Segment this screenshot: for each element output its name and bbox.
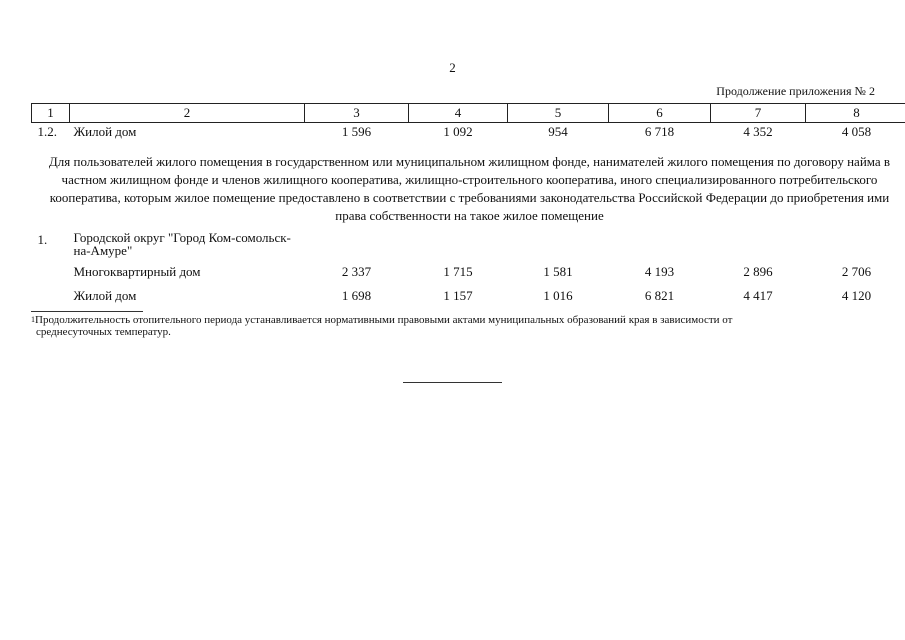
row-label: Жилой дом (73, 124, 137, 139)
value-cell: 1 157 (443, 288, 473, 303)
footnote-text: Продолжительность отопительного периода устанавливается нормативными правовыми актами муниципальных образований края в зависимости от (35, 314, 733, 326)
continuation-caption: Продолжение приложения № 2 (716, 84, 875, 98)
table-row (32, 231, 905, 257)
table-header-row (32, 104, 905, 123)
value-cell: 2 337 (341, 264, 372, 279)
document-end-divider (403, 382, 502, 383)
footnote-mark: 1 (31, 315, 35, 324)
value-cell: 2 706 (841, 264, 872, 279)
page-number: 2 (449, 60, 456, 75)
header-cell: 5 (508, 104, 609, 123)
header-cell: 3 (305, 104, 409, 123)
section-heading-row (32, 141, 905, 231)
row-label: Многоквартирный дом (73, 264, 201, 279)
value-cell: 6 718 (644, 124, 675, 139)
section-heading: Для пользователей жилого помещения в государственном или муниципальном жилищном фонде, нанимателей жилого помещения по договору найма в частном жилищном фонде и членов жилищного кооператива, жилищно-строительного кооператива, иного специализированного потребительского кооператива, которым жилое помещение предоставлено в соответствии с требованиями законодательства Российской Федерации до приобретения ими права собственности на такое жилое помещение (48, 154, 891, 223)
header-cell: 2 (70, 104, 305, 123)
value-cell: 1 715 (443, 264, 473, 279)
table-row (32, 263, 905, 281)
footnote (31, 314, 877, 338)
table-row (32, 287, 905, 305)
value-cell: 1 698 (341, 288, 372, 303)
value-cell: 1 596 (341, 124, 372, 139)
value-cell: 4 352 (743, 124, 773, 139)
value-cell: 2 896 (743, 264, 773, 279)
row-index: 1.2. (37, 124, 57, 139)
header-cell: 4 (409, 104, 508, 123)
tariff-table (31, 103, 905, 305)
footnote-divider (31, 311, 143, 312)
value-cell: 1 016 (543, 288, 573, 303)
row-index: 1. (37, 232, 48, 247)
table-row (32, 123, 905, 142)
value-cell: 4 417 (743, 288, 773, 303)
row-label: Жилой дом (73, 288, 137, 303)
header-cell: 1 (32, 104, 70, 123)
value-cell: 4 120 (841, 288, 872, 303)
footnote-text-continued: среднесуточных температур. (36, 326, 171, 338)
value-cell: 954 (548, 124, 568, 139)
value-cell: 4 058 (841, 124, 872, 139)
value-cell: 1 092 (443, 124, 473, 139)
value-cell: 6 821 (644, 288, 675, 303)
header-cell: 7 (711, 104, 806, 123)
header-cell: 6 (609, 104, 711, 123)
header-cell: 8 (806, 104, 905, 123)
value-cell: 4 193 (644, 264, 675, 279)
district-label: Городской округ "Город Ком-сомольск-на-Амуре" (73, 230, 291, 258)
value-cell: 1 581 (543, 264, 573, 279)
